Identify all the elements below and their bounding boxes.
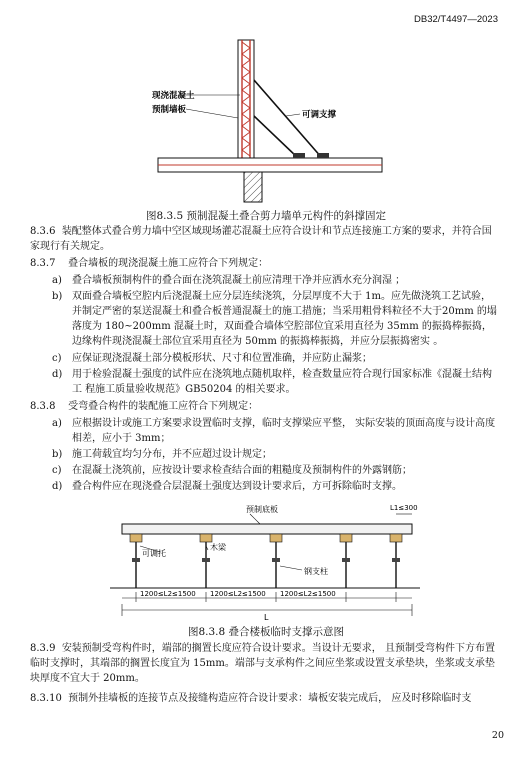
clause-number: 8.3.8: [30, 401, 56, 412]
list-item: a) 叠合墙板预制构件的叠合面在浇筑混凝土前应清理干净并应洒水充分润湿 ；: [52, 275, 406, 286]
figure-caption-838: 图8.3.8 叠合楼板临时支撑示意图: [187, 626, 345, 638]
label-precast-slab: 预制底板: [246, 505, 278, 514]
clause-text: 装配整体式叠合剪力墙中空区域现场灌芯混凝土应符合设计和节点连接施工方案的要求，并符合国家现行有关规定。: [30, 226, 492, 252]
list-item: d) 叠合构件应在现浇叠合层混凝土强度达到设计要求后，方可拆除临时支撑。: [52, 481, 402, 492]
figure-slab-support: [100, 502, 430, 620]
document-code: DB32/T4497—2023: [414, 14, 498, 25]
list-item: c) 应保证现浇混凝土部分模板形状、尺寸和位置准确，并应防止漏浆；: [52, 353, 372, 364]
label-timber-beam: 木梁: [210, 543, 226, 552]
figure-wall-brace: [150, 34, 390, 206]
label-l1: L1≤300: [390, 504, 418, 512]
list-item: d) 用于检验混凝土强度的试件应在浇筑地点随机取样，检查数量应符合现行国家标准《混凝土结构工 程施工质量验收规范》GB50204 的相关要求。: [52, 369, 492, 395]
clause-8-3-9: [30, 641, 500, 686]
label-precast-wall: 预制墙板: [152, 105, 187, 115]
label-total-length: L: [264, 613, 269, 620]
label-adjustable-brace: 可调支撑: [302, 110, 337, 120]
clause-number: 8.3.7: [30, 258, 56, 269]
label-span: 1200≤L2≤1500: [210, 590, 266, 598]
clause-8-3-10: [30, 691, 500, 706]
figure-caption-835: 图8.3.5 预制混凝土叠合剪力墙单元构件的斜撑固定: [145, 210, 387, 222]
label-cast-concrete: 现浇混凝土: [152, 91, 195, 101]
list-item: c) 在混凝土浇筑前，应按设计要求检查结合面的粗糙度及预制构件的外露钢筋；: [52, 465, 412, 476]
clause-text: 叠合墙板的现浇混凝土施工应符合下列规定：: [68, 258, 269, 269]
clause-text: 安装预制受弯构件时，端部的搁置长度应符合设计要求。当设计无要求， 且预制受弯构件下方布置临时支撑时，其端部的搁置长度宜为 15mm。端部与支承构件之间应坐浆或设置支承垫块，坐浆或支承垫块厚度不宜大于 20mm。: [30, 643, 495, 684]
clause-number: 8.3.10: [30, 693, 62, 704]
clause-8-3-7: [30, 256, 500, 271]
label-span: 1200≤L2≤1500: [280, 590, 336, 598]
clause-number: 8.3.6: [30, 226, 56, 237]
clause-number: 8.3.9: [30, 643, 56, 654]
label-span: 1200≤L2≤1500: [140, 590, 196, 598]
page-number: 20: [491, 730, 504, 741]
label-adjustable-support: 可调托: [142, 549, 166, 558]
clause-8-3-8: [30, 399, 500, 414]
clause-text: 预制外挂墙板的连接节点及接缝构造应符合设计要求：墙板安装完成后， 应及时移除临时支: [68, 693, 472, 704]
clause-8-3-6: [30, 224, 500, 254]
list-item: a) 应根据设计或施工方案要求设置临时支撑，临时支撑梁应平整， 实际安装的顶面高度与设计高度相差，应小于 3mm；: [52, 418, 496, 444]
clause-text: 受弯叠合构件的装配施工应符合下列规定：: [68, 401, 259, 412]
label-steel-post: 钢支柱: [304, 567, 328, 576]
list-item: b) 施工荷载宜均匀分布，并不应超过设计规定；: [52, 449, 272, 460]
list-item: b) 双面叠合墙板空腔内后浇混凝土应分层连续浇筑，分层厚度不大于 1m。应先做浇筑工艺试验，并制定严密的泵送混凝土和叠合板普通混凝土的施工措施；当采用粗骨料粒径不大于20mm 的塌落度为 180~200mm 混凝土时，双面叠合墙体空腔部位宜采用直径为 35mm 的振捣棒振捣，边缘构件现浇混凝土部位宜采用直径为 50mm 的振捣棒振捣，并应分层振捣密实 。: [52, 291, 497, 347]
